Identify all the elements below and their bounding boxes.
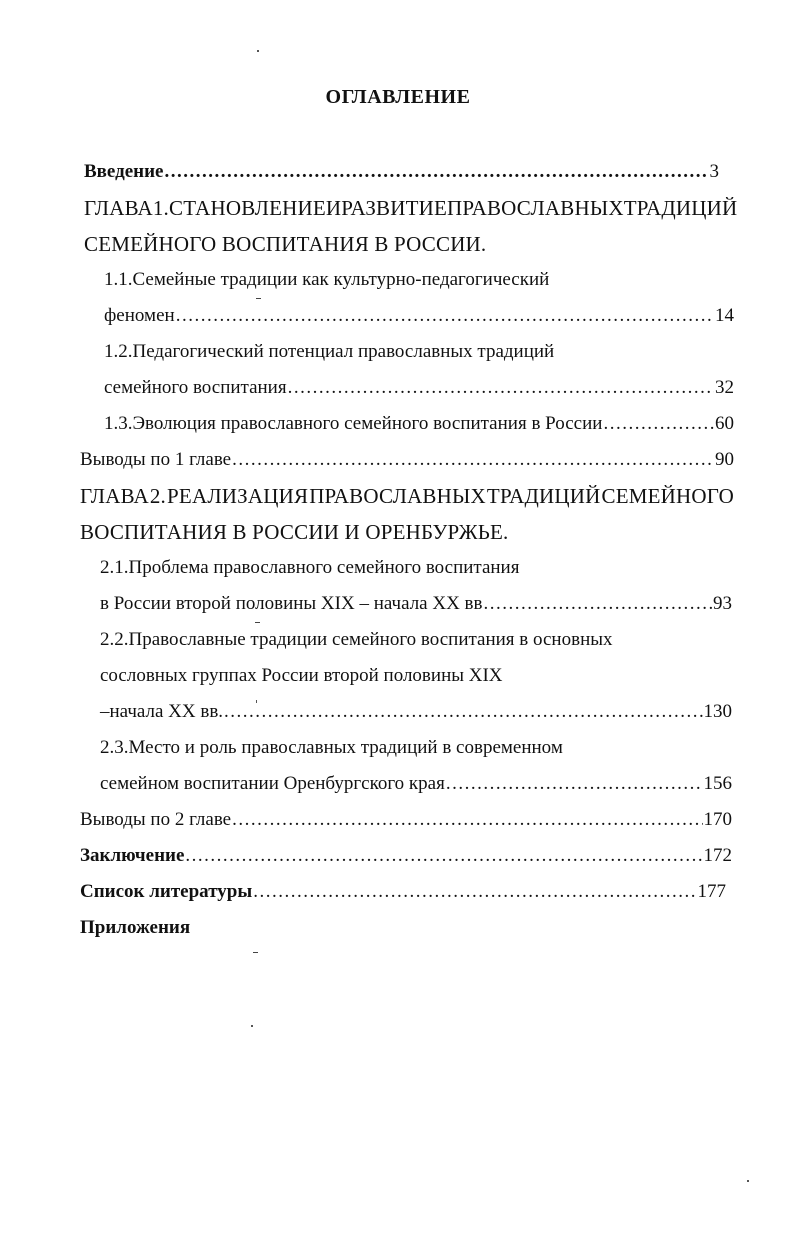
toc-section-2-3-line1: 2.3.Место и роль православных традиций в современном [100, 737, 563, 758]
scan-speck [747, 1180, 749, 1182]
chapter-heading-word: СТАНОВЛЕНИЕ [168, 196, 326, 220]
chapter-heading-word: РАЗВИТИЕ [341, 196, 448, 220]
toc-page-number: 14 [715, 305, 734, 326]
leader-dots [224, 700, 702, 724]
toc-section-1-3 [104, 412, 734, 436]
toc-section-2-1 [100, 592, 732, 616]
leader-dots [232, 448, 714, 472]
chapter-heading-word: ПРАВОСЛАВНЫХ [447, 196, 624, 220]
toc-page-number: 93 [713, 593, 732, 614]
leader-dots [253, 880, 696, 904]
chapter-heading-word: ТРАДИЦИЙ [623, 196, 738, 220]
chapter-heading-word: И [325, 196, 342, 220]
toc-section-2-1-line1: 2.1.Проблема православного семейного воспитания [100, 557, 520, 578]
toc-page-number: 130 [703, 701, 732, 722]
toc-section-1-2 [104, 376, 734, 400]
toc-entry-label: семейном воспитании Оренбургского края [100, 773, 445, 794]
toc-page-number: 90 [715, 449, 734, 470]
leader-dots [232, 808, 702, 832]
leader-dots [484, 592, 713, 616]
leader-dots [288, 376, 714, 400]
toc-conclusions-chapter1 [80, 448, 734, 472]
toc-page-number: 177 [697, 881, 726, 902]
leader-dots [165, 160, 709, 184]
scan-speck [256, 700, 257, 703]
leader-dots [185, 844, 702, 868]
toc-section-1-1 [104, 304, 734, 328]
toc-chapter1-line2: СЕМЕЙНОГО ВОСПИТАНИЯ В РОССИИ. [84, 232, 487, 256]
chapter-heading-word: ГЛАВА [84, 196, 153, 220]
scan-mark [253, 952, 258, 953]
page-title: ОГЛАВЛЕНИЕ [325, 86, 471, 108]
chapter-heading-word: 2. [149, 484, 167, 508]
toc-chapter1-line1 [84, 196, 736, 220]
toc-conclusions-chapter2 [80, 808, 732, 832]
toc-page-number: 3 [709, 161, 719, 182]
toc-entry-label: феномен [104, 305, 175, 326]
toc-entry-references [80, 880, 726, 904]
chapter-heading-word: ГЛАВА [80, 484, 149, 508]
chapter-heading-word: 1. [152, 196, 169, 220]
toc-page-number: 172 [703, 845, 732, 866]
toc-section-2-2 [100, 700, 732, 724]
toc-page-number: 156 [703, 773, 732, 794]
scan-speck [257, 50, 259, 52]
chapter-heading-word: ТРАДИЦИЙ [486, 484, 601, 508]
toc-chapter2-line1 [80, 484, 734, 508]
leader-dots [176, 304, 714, 328]
scan-speck [251, 1025, 253, 1027]
toc-page-number: 60 [715, 413, 734, 434]
toc-entry-appendices: Приложения [80, 917, 191, 938]
toc-entry-label: Список литературы [80, 881, 253, 902]
chapter-heading-word: СЕМЕЙНОГО [601, 484, 734, 508]
toc-entry-label: 1.3.Эволюция православного семейного воспитания в России [104, 413, 603, 434]
toc-chapter2-line2: ВОСПИТАНИЯ В РОССИИ И ОРЕНБУРЖЬЕ. [80, 520, 509, 544]
toc-section-1-1-line1: 1.1.Семейные традиции как культурно-педагогический [104, 269, 550, 290]
scan-mark [256, 298, 261, 299]
toc-page-number: 32 [715, 377, 734, 398]
leader-dots [446, 772, 703, 796]
toc-entry-label: семейного воспитания [104, 377, 287, 398]
scan-mark [255, 622, 260, 623]
toc-entry-label: Выводы по 1 главе [80, 449, 232, 470]
toc-section-2-3 [100, 772, 732, 796]
toc-entry-label: Выводы по 2 главе [80, 809, 232, 830]
toc-entry-intro [84, 160, 719, 184]
toc-section-2-2-line2: сословных группах России второй половины XIX [100, 665, 503, 686]
toc-entry-label: в России второй половины XIX – начала XX вв [100, 593, 483, 614]
toc-entry-label: Введение [84, 161, 164, 182]
toc-entry-label: Заключение [80, 845, 185, 866]
toc-entry-conclusion [80, 844, 732, 868]
toc-entry-label: –начала XX вв. [100, 701, 224, 722]
chapter-heading-word: РЕАЛИЗАЦИЯ [167, 484, 309, 508]
toc-section-1-2-line1: 1.2.Педагогический потенциал православных традиций [104, 341, 555, 362]
leader-dots [603, 412, 714, 436]
toc-page-number: 170 [703, 809, 732, 830]
chapter-heading-word: ПРАВОСЛАВНЫХ [309, 484, 486, 508]
toc-section-2-2-line1: 2.2.Православные традиции семейного воспитания в основных [100, 629, 613, 650]
